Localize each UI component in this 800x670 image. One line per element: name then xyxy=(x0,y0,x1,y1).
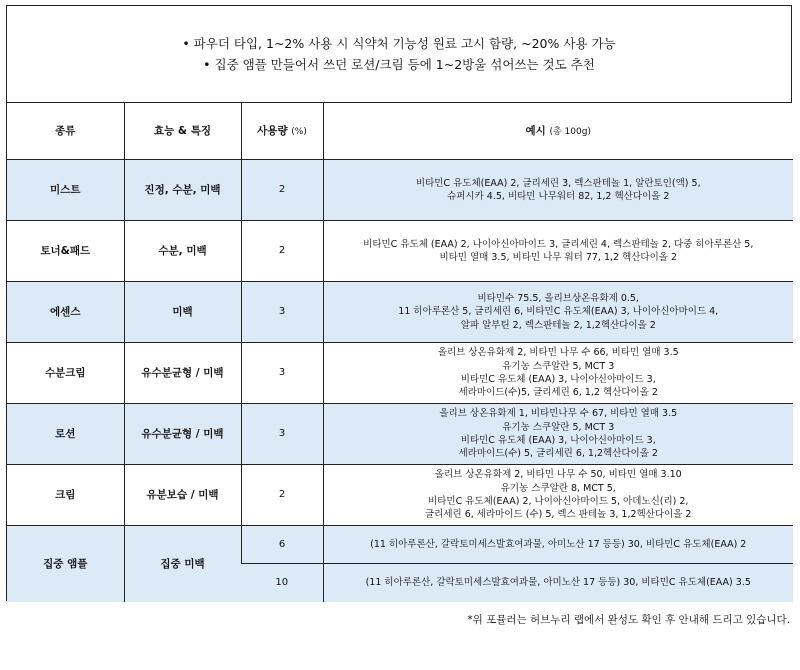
header-amount-unit: (%) xyxy=(291,126,307,137)
ampoule-effect: 집중 미백 xyxy=(124,526,241,602)
example-line: 올리브 상온유화제 2, 비타민 나무 수 50, 비타민 열매 3.10 xyxy=(434,469,682,481)
intro-box xyxy=(7,6,791,103)
example-line: 올리브 상온유화제 1, 비타민나무 수 67, 비타민 열매 3.5 xyxy=(439,408,678,420)
row-kind: 미스트 xyxy=(7,160,124,221)
row-example xyxy=(323,404,793,465)
ampoule-kind: 집중 앰플 xyxy=(7,526,124,602)
ampoule-amount-1: 6 xyxy=(241,526,323,564)
recipe-table xyxy=(7,103,793,602)
row-effect: 미백 xyxy=(124,282,241,343)
table-row xyxy=(7,465,793,526)
row-effect: 수분, 미백 xyxy=(124,221,241,282)
table-header-row xyxy=(7,103,793,160)
row-kind: 크림 xyxy=(7,465,124,526)
example-line: 11 히아루론산 5, 글리세린 6, 비타민C 유도체(EAA) 3, 나이아신아마이드 4, xyxy=(398,306,719,318)
row-kind: 수분크림 xyxy=(7,343,124,404)
example-line: 비타민 열매 3.5, 비타민 나무 워터 77, 1,2 헥산다이올 2 xyxy=(439,252,678,263)
table-row-ampoule-1 xyxy=(7,526,793,564)
row-example xyxy=(323,160,793,221)
row-effect: 유수분균형 / 미백 xyxy=(124,404,241,465)
table-row xyxy=(7,221,793,282)
header-example xyxy=(323,103,793,160)
example-line: 비타민C 유도체(EAA) 2, 글리세린 3, 렉스판테놀 1, 알란토인(액) 5, xyxy=(415,177,701,189)
example-line: 유기농 스쿠알란 5, MCT 3 xyxy=(502,421,615,433)
row-effect: 진정, 수분, 미백 xyxy=(124,160,241,221)
ampoule-amount-2: 10 xyxy=(241,564,323,602)
table-row xyxy=(7,343,793,404)
header-effect: 효능 & 특징 xyxy=(124,103,241,160)
header-amount-label: 사용량 xyxy=(257,124,288,137)
intro-line-2: • 집중 앰플 만들어서 쓰던 로션/크림 등에 1~2방울 섞어쓰는 것도 추천 xyxy=(203,57,595,72)
example-line: 유기농 스쿠알란 5, MCT 3 xyxy=(502,360,615,372)
row-effect: 유수분균형 / 미백 xyxy=(124,343,241,404)
recipe-table-frame xyxy=(6,5,792,601)
example-line: 세라마이드(수)5, 글리세린 6, 1,2 헥산다이올 2 xyxy=(458,387,658,399)
intro-line-1: • 파우더 타입, 1~2% 사용 시 식약처 기능성 원료 고시 함량, ~20% 사용 가능 xyxy=(182,36,616,51)
row-amount: 2 xyxy=(241,465,323,526)
row-example xyxy=(323,282,793,343)
table-row xyxy=(7,282,793,343)
table-row xyxy=(7,160,793,221)
example-line: 글리세린 6, 세라마이드 (수) 5, 렉스 판테놀 3, 1,2헥산다이올 2 xyxy=(425,509,692,521)
ampoule-example-2: (11 히아루론산, 갈락토미세스발효여과물, 아미노산 17 등등) 30, 비타민C 유도체(EAA) 3.5 xyxy=(323,564,793,602)
header-amount xyxy=(241,103,323,160)
example-line: 유기농 스쿠알란 8, MCT 5, xyxy=(500,482,616,494)
footnote: *위 포뮬러는 허브누리 랩에서 완성도 확인 후 안내해 드리고 있습니다. xyxy=(467,614,790,626)
row-amount: 3 xyxy=(241,282,323,343)
row-example xyxy=(323,221,793,282)
example-line: 비타민C 유도체 (EAA) 2, 나이아신아마이드 3, 글리세린 4, 렉스판테놀 2, 다중 히아루론산 5, xyxy=(363,238,754,250)
row-amount: 2 xyxy=(241,221,323,282)
row-kind: 토너&패드 xyxy=(7,221,124,282)
example-line: 슈퍼시카 4.5, 비타민 나무워터 82, 1,2 헥산다이올 2 xyxy=(447,191,670,202)
example-line: 비타민C 유도체 (EAA) 3, 나이아신아마이드 3, xyxy=(460,435,656,446)
header-example-label: 예시 xyxy=(525,124,546,137)
example-line: 비타민C 유도체 (EAA) 3, 나이아신아마이드 3, xyxy=(460,374,656,385)
example-line: 비타민C 유도체(EAA) 2, 나이아신아마이드 5, 아데노신(리) 2, xyxy=(428,496,689,507)
example-line: 올리브 상온유화제 2, 비타민 나무 수 66, 비타민 열매 3.5 xyxy=(437,347,679,359)
example-line: 세라마이드(수) 5, 글리세린 6, 1,2헥산다이올 2 xyxy=(458,448,658,460)
header-example-unit: (총 100g) xyxy=(549,126,591,137)
row-amount: 2 xyxy=(241,160,323,221)
table-row xyxy=(7,404,793,465)
ampoule-example-1: (11 히아루론산, 갈락토미세스발효여과물, 아미노산 17 등등) 30, 비타민C 유도체(EAA) 2 xyxy=(323,526,793,564)
row-kind: 로션 xyxy=(7,404,124,465)
row-kind: 에센스 xyxy=(7,282,124,343)
example-line: 비타민수 75.5, 올리브상온유화제 0.5, xyxy=(477,292,639,304)
example-line: 알파 알부틴 2, 렉스판테놀 2, 1,2헥산다이올 2 xyxy=(460,319,656,331)
row-amount: 3 xyxy=(241,343,323,404)
header-kind: 종류 xyxy=(7,103,124,160)
row-effect: 유분보습 / 미백 xyxy=(124,465,241,526)
row-example xyxy=(323,465,793,526)
row-amount: 3 xyxy=(241,404,323,465)
row-example xyxy=(323,343,793,404)
